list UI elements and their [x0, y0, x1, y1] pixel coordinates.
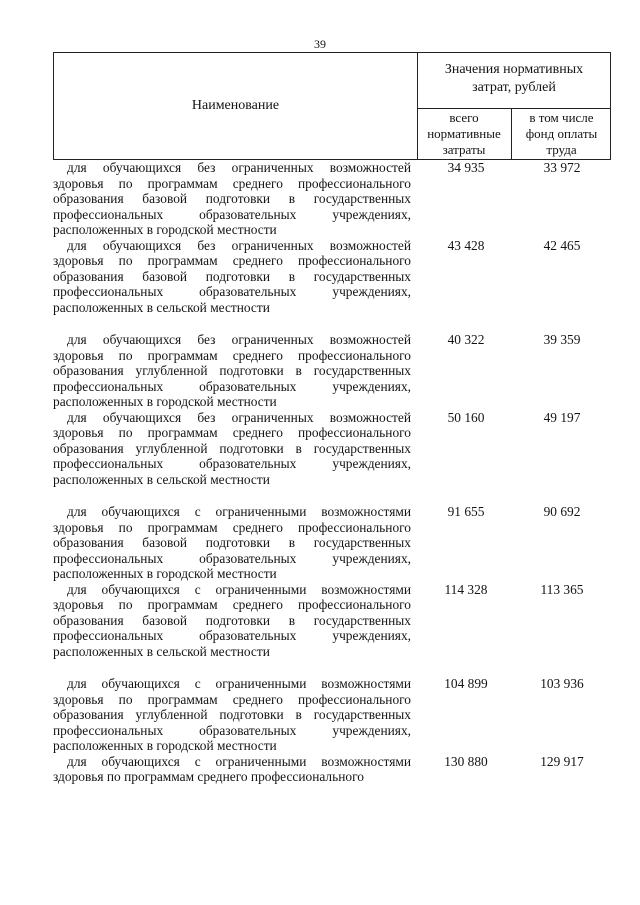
row-total: 130 880 [444, 753, 488, 769]
header-total-line1: всего [449, 110, 479, 125]
row-total: 43 428 [447, 237, 485, 253]
table-row [53, 582, 611, 660]
row-name: для обучающихся без ограниченных возможностей здоровья по программам среднего профессионального образования углубленной подготовки в государственных профессиональных образовательных учреждениях, расположенных в сельской местности [53, 409, 411, 487]
row-name: для обучающихся без ограниченных возможностей здоровья по программам среднего профессионального образования базовой подготовки в государственных профессиональных образовательных учреждениях, расположенных в городской местности [53, 160, 411, 237]
header-wage-line1: в том числе [529, 110, 594, 125]
header-name: Наименование [191, 98, 280, 113]
row-wage: 113 365 [540, 581, 584, 597]
table-row [53, 332, 611, 410]
row-total: 104 899 [444, 676, 488, 691]
header-wage-line2: фонд оплаты [525, 126, 598, 141]
header-total-line3: затраты [442, 142, 486, 157]
header-total-line2: нормативные [427, 126, 501, 141]
header-wage-cell [512, 109, 611, 159]
row-total: 40 322 [447, 332, 485, 347]
header-values-cell [417, 61, 611, 97]
table-row [53, 410, 611, 488]
row-total: 91 655 [447, 504, 485, 519]
header-values-line1: Значения нормативных [444, 62, 584, 77]
row-name: для обучающихся с ограниченными возможностями здоровья по программам среднего профессионального образования базовой подготовки в государственных профессиональных образовательных учреждениях, расположенных в сельской местности [53, 581, 411, 659]
table-row [53, 238, 611, 316]
row-name: для обучающихся с ограниченными возможностями здоровья по программам среднего профессионального [53, 753, 411, 784]
header-total-cell [417, 109, 511, 159]
row-total: 50 160 [447, 409, 485, 425]
table-row [53, 160, 611, 238]
row-wage: 33 972 [543, 160, 581, 175]
header-values-line2: затрат, рублей [472, 80, 556, 95]
row-name: для обучающихся с ограниченными возможностями здоровья по программам среднего профессионального образования базовой подготовки в государственных профессиональных образовательных учреждениях, расположенных в городской местности [53, 504, 411, 581]
header-name-cell [54, 53, 417, 159]
row-name: для обучающихся без ограниченных возможностей здоровья по программам среднего профессионального образования углубленной подготовки в государственных профессиональных образовательных учреждениях, расположенных в городской местности [53, 332, 411, 409]
row-name: для обучающихся без ограниченных возможностей здоровья по программам среднего профессионального образования базовой подготовки в государственных профессиональных образовательных учреждениях, расположенных в сельской местности [53, 237, 411, 315]
table-row [53, 504, 611, 582]
table-row [53, 754, 611, 785]
row-total: 34 935 [447, 160, 485, 175]
row-wage: 42 465 [543, 237, 581, 253]
row-wage: 49 197 [543, 409, 581, 425]
row-wage: 129 917 [540, 753, 584, 769]
header-wage-line3: труда [546, 142, 577, 157]
table-header [53, 52, 611, 160]
row-total: 114 328 [444, 581, 488, 597]
row-name: для обучающихся с ограниченными возможностями здоровья по программам среднего профессионального образования углубленной подготовки в государственных профессиональных образовательных учреждениях, расположенных в городской местности [53, 676, 411, 753]
row-wage: 39 359 [543, 332, 581, 347]
row-wage: 103 936 [540, 676, 584, 691]
table-body [53, 160, 611, 785]
row-wage: 90 692 [543, 504, 581, 519]
table-row [53, 676, 611, 754]
page-number: 39 [314, 37, 326, 51]
